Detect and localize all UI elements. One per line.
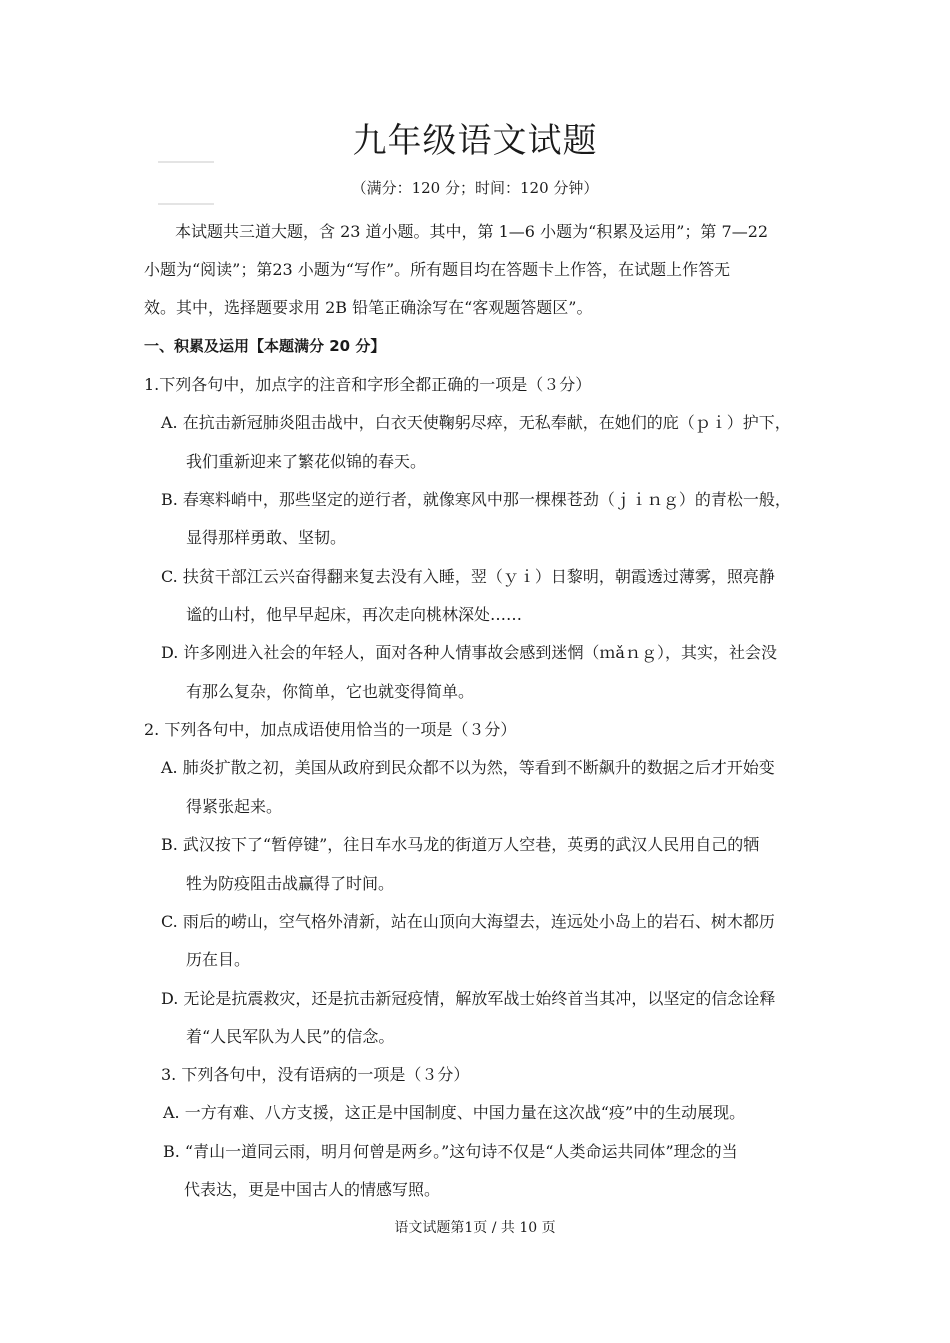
intro-line: 本试题共三道大题，含 23 道小题。其中，第 1—6 小题为“积累及运用”；第 7—22 bbox=[175, 222, 769, 241]
option-a: A. 肺炎扩散之初，美国从政府到民众都不以为然，等看到不断飙升的数据之后才开始变 bbox=[161, 758, 775, 777]
question-stem: 1.下列各句中，加点字的注音和字形全都正确的一项是（３分） bbox=[144, 375, 592, 394]
option-b: B. 春寒料峭中，那些坚定的逆行者，就像寒风中那一棵棵苍劲（ｊｉｎｇ）的青松一般， bbox=[161, 490, 791, 509]
option-d-cont: 着“人民军队为人民”的信念。 bbox=[186, 1027, 395, 1046]
section-heading: 一、积累及运用【本题满分 20 分】 bbox=[144, 337, 386, 355]
option-a-cont: 得紧张起来。 bbox=[186, 797, 283, 816]
option-d-cont: 有那么复杂，你简单，它也就变得简单。 bbox=[186, 682, 475, 701]
option-d: D. 无论是抗震救灾，还是抗击新冠疫情，解放军战士始终首当其冲，以坚定的信念诠释 bbox=[161, 989, 776, 1008]
option-c: C. 扶贫干部江云兴奋得翻来复去没有入睡，翌（ｙｉ）日黎明，朝霞透过薄雾，照亮静 bbox=[161, 567, 775, 586]
page-subtitle: （满分：120 分；时间：120 分钟） bbox=[351, 179, 599, 197]
option-b-cont: 显得那样勇敢、坚韧。 bbox=[186, 528, 347, 547]
option-a-cont: 我们重新迎来了繁花似锦的春天。 bbox=[186, 452, 427, 471]
option-b-cont: 代表达，更是中国古人的情感写照。 bbox=[184, 1180, 441, 1199]
page-title: 九年级语文试题 bbox=[352, 121, 598, 161]
option-d: D. 许多刚进入社会的年轻人，面对各种人情事故会感到迷惘（ｍǎｎｇ），其实，社会没 bbox=[161, 643, 777, 662]
option-a: A. 一方有难、八方支援，这正是中国制度、中国力量在这次战“疫”中的生动展现。 bbox=[163, 1103, 746, 1122]
option-c-cont: 谧的山村，他早早起床，再次走向桃林深处…… bbox=[186, 605, 523, 624]
option-a: A. 在抗击新冠肺炎阻击战中，白衣天使鞠躬尽瘁，无私奉献，在她们的庇（ｐｉ）护下， bbox=[161, 413, 791, 432]
option-b: B. 武汉按下了“暂停键”，往日车水马龙的街道万人空巷，英勇的武汉人民用自己的牺 bbox=[161, 835, 760, 854]
question-stem: 2. 下列各句中，加点成语使用恰当的一项是（３分） bbox=[144, 720, 517, 739]
intro-line: 效。其中，选择题要求用 2B 铅笔正确涂写在“客观题答题区”。 bbox=[144, 298, 593, 317]
option-c-cont: 历在目。 bbox=[186, 950, 251, 969]
option-c: C. 雨后的崂山，空气格外清新，站在山顶向大海望去，连远处小岛上的岩石、树木都历 bbox=[161, 912, 775, 931]
intro-line: 小题为“阅读”；第23 小题为“写作”。所有题目均在答题卡上作答，在试题上作答无 bbox=[144, 260, 731, 279]
option-b-cont: 牲为防疫阻击战赢得了时间。 bbox=[186, 874, 395, 893]
faint-mark bbox=[158, 203, 214, 205]
question-stem: 3. 下列各句中，没有语病的一项是（３分） bbox=[161, 1065, 470, 1084]
page-footer: 语文试题第1页 / 共 10 页 bbox=[394, 1220, 556, 1236]
option-b: B. “青山一道同云雨，明月何曾是两乡。”这句诗不仅是“人类命运共同体”理念的当 bbox=[163, 1142, 738, 1161]
